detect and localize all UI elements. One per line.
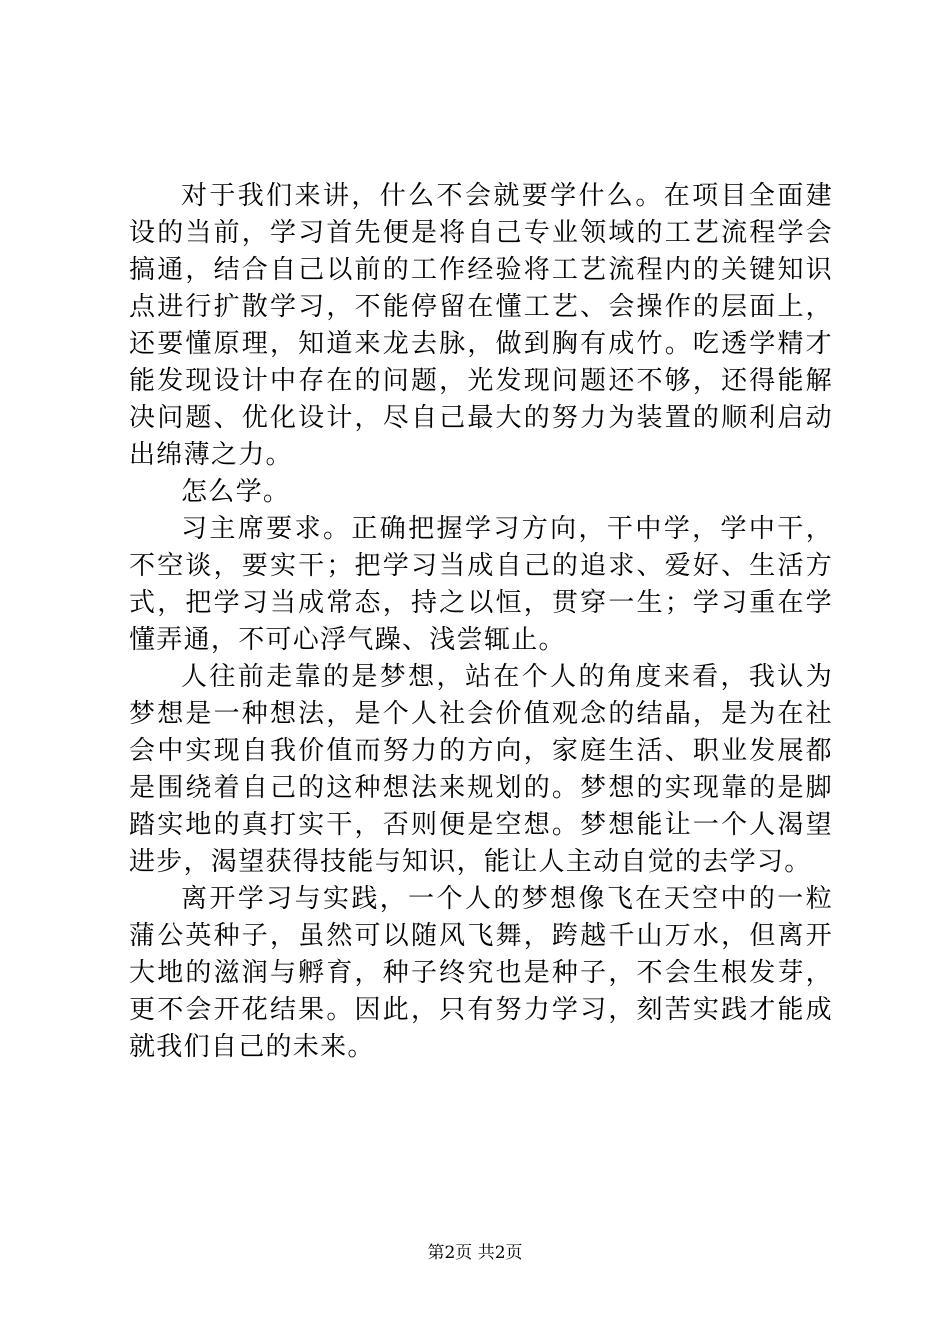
paragraph-5: 离开学习与实践，一个人的梦想像飞在天空中的一粒蒲公英种子，虽然可以随风飞舞，跨越千山万水，但离开大地的滋润与孵育，种子终究也是种子，不会生根发芽，更不会开花结果。因此，只有努力学习，刻苦实践才能成就我们自己的未来。: [129, 884, 833, 1062]
page-number-label: 第2页 共2页: [427, 1243, 523, 1263]
paragraph-2: 怎么学。: [181, 477, 291, 507]
document-body: [129, 178, 833, 1066]
paragraph-4: 人往前走靠的是梦想，站在个人的角度来看，我认为梦想是一种想法，是个人社会价值观念的结晶，是为在社会中实现自我价值而努力的方向，家庭生活、职业发展都是围绕着自己的这种想法来规划的。梦想的实现靠的是脚踏实地的真打实干，否则便是空想。梦想能让一个人渴望进步，渴望获得技能与知识，能让人主动自觉的去学习。: [129, 662, 833, 877]
page-footer: [0, 1242, 950, 1264]
paragraph-1: 对于我们来讲，什么不会就要学什么。在项目全面建设的当前，学习首先便是将自己专业领域的工艺流程学会搞通，结合自己以前的工作经验将工艺流程内的关键知识点进行扩散学习，不能停留在懂工艺、会操作的层面上，还要懂原理，知道来龙去脉，做到胸有成竹。吃透学精才能发现设计中存在的问题，光发现问题还不够，还得能解决问题、优化设计，尽自己最大的努力为装置的顺利启动出绵薄之力。: [129, 181, 833, 470]
paragraph-3: 习主席要求。正确把握学习方向，干中学，学中干，不空谈，要实干；把学习当成自己的追求、爱好、生活方式，把学习当成常态，持之以恒，贯穿一生；学习重在学懂弄通，不可心浮气躁、浅尝辄止。: [129, 514, 833, 655]
